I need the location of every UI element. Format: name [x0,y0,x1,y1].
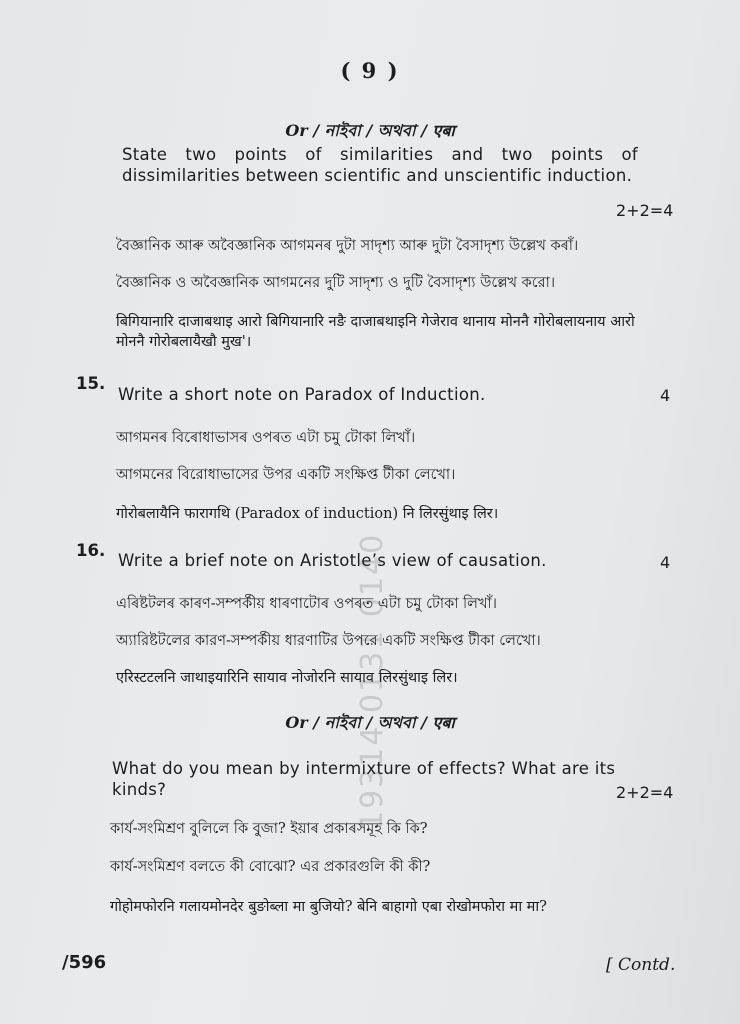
q16-bodo: एरिस्टटलनि जाथाइयारिनि सायाव नोजोरनि सायाव लिरसुंथाइ लिर। [116,670,458,686]
block1-bengali: বৈজ্ঞানিক ও অবৈজ্ঞানিক আগমনের দুটি সাদৃশ্য ও দুটি বৈসাদৃশ্য উল্লেখ করো। [116,275,556,291]
watermark: 19314 0131 0140 [355,532,390,830]
q15-number: 15. [76,374,106,393]
q15-bodo: गोरोबलायैनि फारागथि (Paradox of induction) नि लिरसुंथाइ लिर। [116,506,499,522]
q15-bengali: আগমনের বিরোধাভাসের উপর একটি সংক্ষিপ্ত টীকা লেখো। [116,467,456,483]
block2-bodo: गोहोमफोरनि गलायमोनदेर बुङोब्ला मा बुजियो? बेनि बाहागो एबा रोखोमफोरा मा मा? [110,899,547,915]
q16-english: Write a brief note on Aristotle’s view of causation. [118,551,547,570]
block1-marks: 2+2=4 [616,201,674,220]
block1-bodo: बिगियानारि दाजाबथाइ आरो बिगियानारि नङै दाजाबथाइनि गेजेराव थानाय मोननै गोरोबलायनाय आरो मोननै गोरोबलायैखौ मुख'। [116,314,635,350]
paper-code: /596 [62,952,107,973]
q15-assamese: আগমনৰ বিৰোধাভাসৰ ওপৰত এটা চমু টোকা লিখাঁ। [116,430,416,446]
q16-assamese: এৰিষ্টটলৰ কাৰণ-সম্পৰ্কীয় ধাৰণাটোৰ ওপৰত এটা চমু টোকা লিখাঁ। [116,596,497,612]
block2-marks: 2+2=4 [616,783,674,802]
q16-bengali: অ্যারিষ্টটলের কারণ-সম্পর্কীয় ধারণাটির উপরে একটি সংক্ষিপ্ত টীকা লেখো। [116,633,541,649]
block2-english: What do you mean by intermixture of effects? What are its kinds? [112,759,616,799]
block2-assamese: কাৰ্য-সংমিশ্ৰণ বুলিলে কি বুজা? ইয়াৰ প্ৰকাৰসমূহ কি কি? [110,821,428,837]
page-number: ( 9 ) [340,58,400,83]
block1-english: State two points of similarities and two points of dissimilarities between scientific and unscientific induction. [122,145,638,185]
q16-number: 16. [76,541,106,560]
or-label-1: Or / নাইবা / অথবা / एबा [285,121,455,140]
continued-label: [ Contd. [606,955,676,975]
block2-bengali: কার্য-সংমিশ্রণ বলতে কী বোঝো? এর প্রকারগুলি কী কী? [110,859,431,875]
q15-english: Write a short note on Paradox of Induction. [118,385,486,404]
or-label-2: Or / নাইবা / অথবা / एबा [285,713,455,732]
block1-assamese: বৈজ্ঞানিক আৰু অবৈজ্ঞানিক আগমনৰ দুটা সাদৃশ্য আৰু দুটা বৈসাদৃশ্য উল্লেখ কৰাঁ। [116,238,579,254]
q15-marks: 4 [660,386,671,405]
q16-marks: 4 [660,553,671,572]
